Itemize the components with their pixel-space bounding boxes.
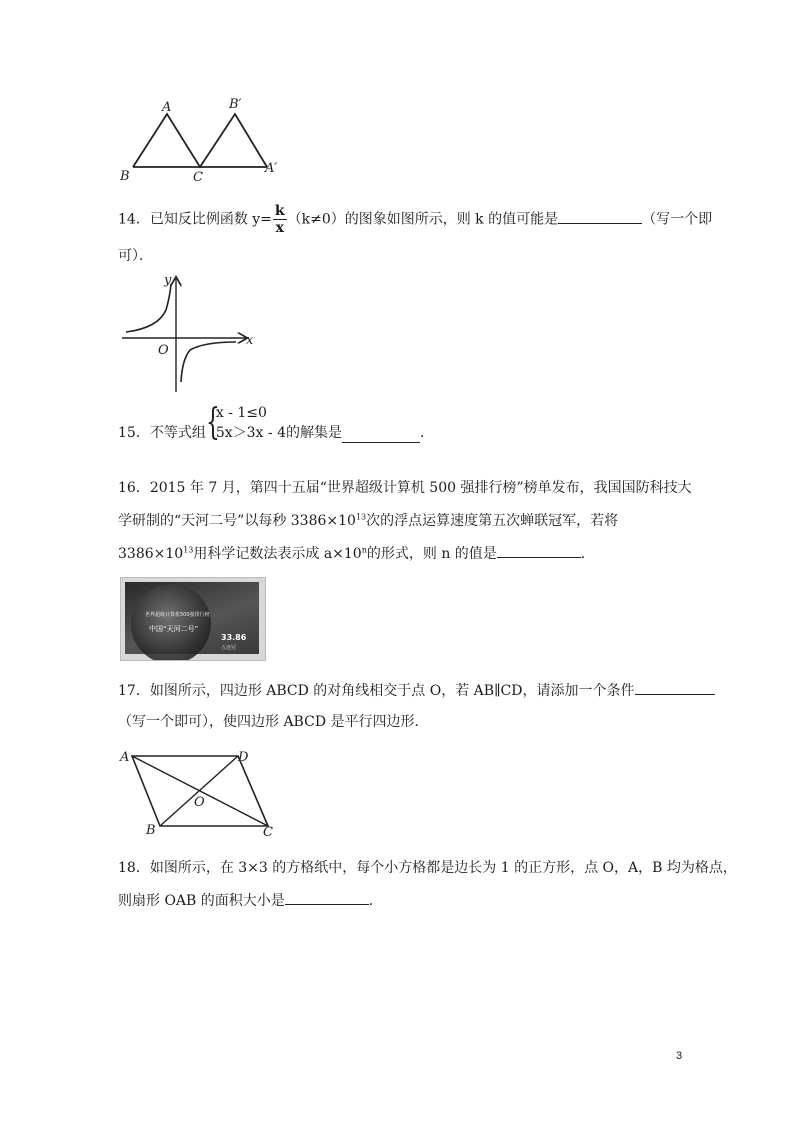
photo-caption-4: 五连冠: [221, 645, 237, 651]
answer-blank-15[interactable]: [342, 428, 420, 443]
photo-caption-2: 中国“天河二号”: [149, 625, 199, 633]
question-16-line3: [118, 543, 595, 564]
label-D: D: [238, 750, 249, 765]
fraction-denominator: x: [275, 220, 284, 236]
inequality-2: 5x＞3x - 4: [215, 425, 286, 441]
label-B: B: [120, 169, 130, 184]
axis-label-y: y: [164, 273, 172, 288]
page-number: 3: [676, 1050, 683, 1062]
brace-symbol: {: [205, 402, 220, 443]
label-B: B: [146, 823, 156, 838]
q15-end: ．: [419, 425, 434, 441]
q16-exponent-1: 13: [355, 512, 367, 522]
question-14-line2: 可）．: [118, 248, 153, 264]
origin-label: O: [158, 343, 169, 358]
answer-blank-17[interactable]: [635, 680, 715, 695]
q16-exponent-n: n: [361, 545, 367, 555]
label-O: O: [194, 795, 205, 810]
q16-line2-a: 学研制的“天河二号”以每秒 3386×10: [118, 513, 356, 529]
q17-line1-text: 17．如图所示，四边形 ABCD 的对角线相交于点 O，若 AB∥CD，请添加一个条件: [118, 683, 635, 699]
label-A: A: [120, 750, 130, 765]
question-16-line1: 16．2015 年 7 月，第四十五届“世界超级计算机 500 强排行榜”榜单发布，我国国防科技大: [118, 480, 692, 496]
question-17-line2: （写一个即可），使四边形 ABCD 是平行四边形．: [118, 714, 429, 730]
q16-line3-c: 的形式，则 n 的值是: [366, 546, 497, 562]
q14-after-blank: （写一个即: [642, 211, 713, 228]
label-C: C: [193, 170, 203, 185]
q16-line2-b: 次的浮点运算速度第五次蝉联冠军，若将: [366, 513, 619, 529]
label-A-prime: A′: [265, 161, 278, 176]
fraction-k-over-x: [273, 203, 287, 236]
label-A: A: [162, 100, 172, 115]
question-15: [118, 403, 434, 443]
figure-hyperbola: [118, 270, 258, 395]
question-16-line2: [118, 511, 618, 531]
supercomputer-photo: [120, 577, 266, 661]
q14-prefix: 14．已知反比例函数 y=: [118, 211, 272, 228]
label-B-prime: B′: [229, 97, 242, 112]
q15-suffix: 的解集是: [285, 425, 342, 441]
question-18-line1: 18．如图所示，在 3×3 的方格纸中，每个小方格都是边长为 1 的正方形，点 O，A，B 均为格点，: [118, 860, 737, 876]
q16-line3-a: 3386×10: [118, 546, 184, 562]
question-18-line2: [118, 890, 383, 911]
answer-blank-16[interactable]: [497, 543, 581, 558]
label-C: C: [263, 825, 273, 838]
photo-caption-1: 世界超级计算机500强排行榜: [145, 612, 210, 618]
q16-line3-b: 用科学记数法表示成 a×10: [193, 546, 362, 562]
axis-label-x: x: [246, 333, 254, 348]
fraction-numerator: k: [274, 203, 285, 219]
photo-disc: [131, 584, 211, 661]
question-14-line1: [118, 203, 712, 236]
answer-blank-18[interactable]: [285, 890, 369, 905]
question-17-line1: [118, 680, 715, 701]
photo-caption-3: 33.86: [221, 633, 247, 642]
inequality-system: [206, 403, 286, 443]
q15-prefix: 15．不等式组: [118, 425, 206, 441]
figure-two-triangles: [115, 92, 295, 187]
q18-line2-text: 则扇形 OAB 的面积大小是: [118, 893, 285, 909]
answer-blank-14[interactable]: [558, 209, 642, 224]
q18-line2-end: ．: [368, 893, 383, 909]
q14-suffix: （k≠0）的图象如图所示，则 k 的值可能是: [287, 211, 559, 228]
q16-line3-end: ．: [580, 546, 595, 562]
inequality-1: x - 1≤0: [215, 405, 267, 421]
figure-parallelogram: [118, 746, 288, 838]
q16-exponent-2: 13: [183, 545, 194, 555]
